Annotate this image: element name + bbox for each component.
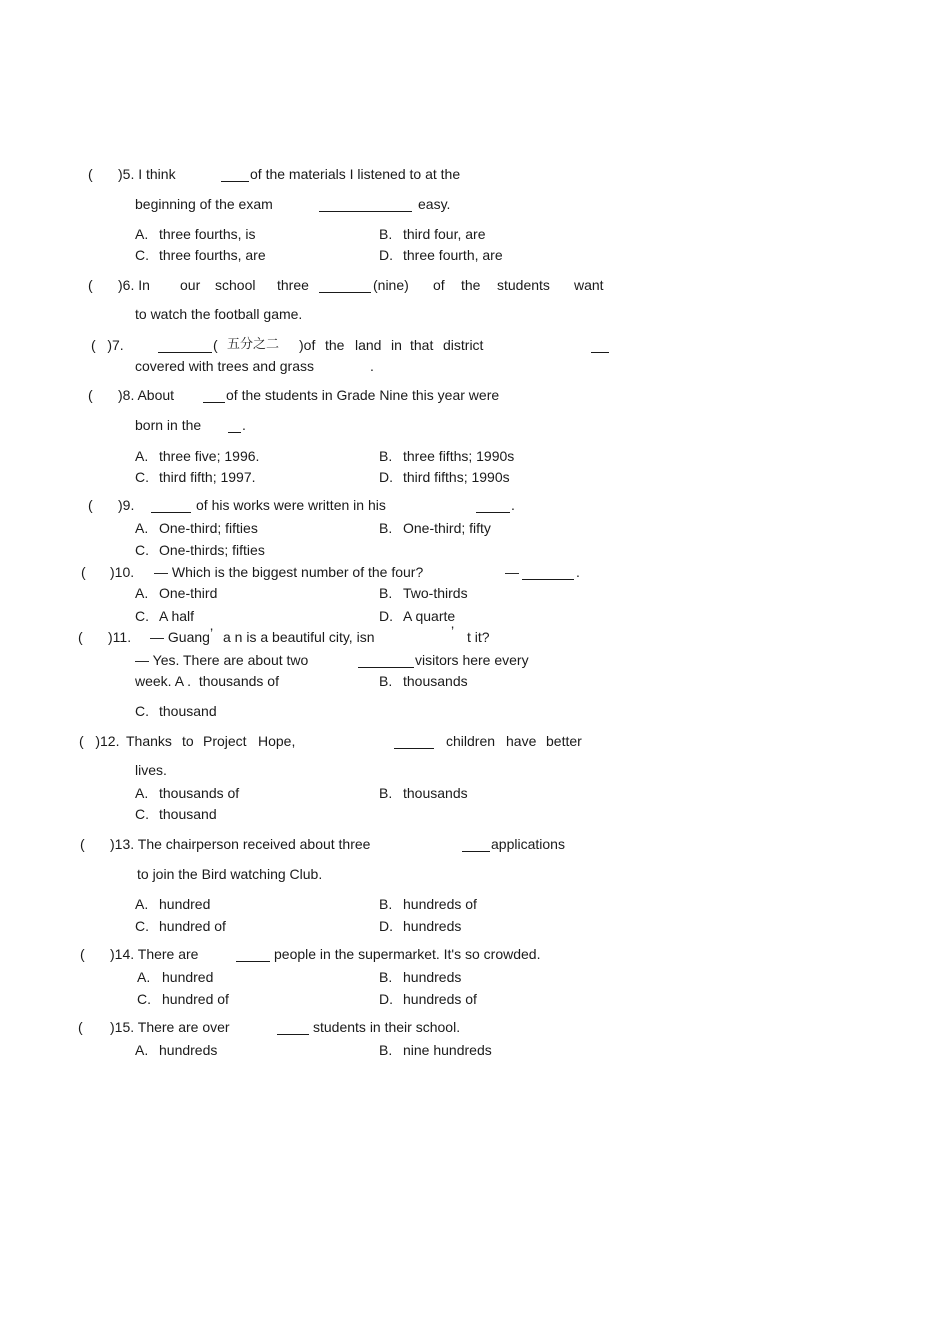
question-word: in (391, 337, 402, 353)
option-text[interactable]: One-thirds; fifties (159, 542, 265, 558)
apostrophe: ’ (210, 625, 214, 641)
question-stem: a n is a beautiful city, isn (223, 629, 375, 645)
answer-dash: — (505, 564, 519, 580)
answer-paren: ( (78, 1019, 83, 1035)
question-stem: people in the supermarket. It's so crowded. (274, 946, 541, 962)
answer-blank[interactable] (277, 1021, 309, 1035)
question-word: students (497, 277, 550, 293)
option-text[interactable]: three fifths; 1990s (403, 448, 515, 464)
answer-paren: ( (80, 946, 85, 962)
option-text[interactable]: hundred (159, 896, 211, 912)
question-word: better (546, 733, 582, 749)
option-letter: A. (135, 896, 149, 912)
question-stem: of the students in Grade Nine this year were (226, 387, 500, 403)
question-stem: . (242, 417, 246, 433)
option-text[interactable]: hundreds (159, 1042, 218, 1058)
option-letter: A. (135, 520, 149, 536)
question-word: that (410, 337, 434, 353)
option-letter: D. (379, 469, 393, 485)
option-letter: B. (379, 226, 393, 242)
question-stem: born in the (135, 417, 202, 433)
answer-blank[interactable] (221, 168, 249, 182)
option-text[interactable]: One-third (159, 585, 218, 601)
question-number: )14. There are (110, 946, 199, 962)
option-text[interactable]: hundreds (403, 969, 462, 985)
option-text[interactable]: thousand (159, 703, 217, 719)
question-stem: t it? (467, 629, 490, 645)
question-stem: week. A . thousands of (135, 673, 279, 689)
option-letter: B. (379, 520, 393, 536)
option-letter: C. (135, 469, 149, 485)
question-word: to (182, 733, 194, 749)
question-word: Project (203, 733, 247, 749)
answer-paren: ( (88, 166, 93, 182)
question-word: district (443, 337, 484, 353)
question-word: want (574, 277, 604, 293)
option-text[interactable]: hundred (162, 969, 214, 985)
question-stem: . (511, 497, 515, 513)
option-letter: B. (379, 585, 393, 601)
option-letter: A. (135, 585, 149, 601)
option-text[interactable]: A quarte (403, 608, 456, 624)
option-letter: B. (379, 896, 393, 912)
option-letter: C. (135, 703, 149, 719)
word-hint: ( (213, 337, 218, 353)
answer-blank[interactable] (476, 499, 510, 513)
option-letter: C. (135, 542, 149, 558)
answer-blank[interactable] (319, 198, 412, 212)
question-stem: covered with trees and grass (135, 358, 314, 374)
question-word: of (433, 277, 445, 293)
apostrophe: ’ (451, 623, 455, 639)
question-number: )9. (118, 497, 135, 513)
option-letter: C. (135, 608, 149, 624)
question-stem: to join the Bird watching Club. (137, 866, 323, 882)
option-letter: B. (379, 1042, 393, 1058)
question-number: )11. (108, 629, 132, 645)
option-text[interactable]: three fourth, are (403, 247, 503, 263)
word-hint-chinese: 五分之二 (227, 337, 280, 352)
option-text[interactable]: Two-thirds (403, 585, 468, 601)
question-word: school (215, 277, 256, 293)
answer-blank[interactable] (236, 948, 270, 962)
question-stem: of his works were written in his (196, 497, 386, 513)
question-stem: . (370, 358, 374, 374)
answer-blank[interactable] (319, 279, 371, 293)
answer-blank[interactable] (462, 838, 490, 852)
option-letter: A. (135, 785, 149, 801)
question-stem: — Which is the biggest number of the four? (154, 564, 424, 580)
option-letter: D. (379, 247, 393, 263)
option-text[interactable]: hundreds of (403, 991, 477, 1007)
option-text[interactable]: One-third; fifties (159, 520, 258, 536)
option-text[interactable]: third fifth; 1997. (159, 469, 256, 485)
option-text[interactable]: three fourths, are (159, 247, 266, 263)
option-letter: C. (135, 247, 149, 263)
question-word: our (180, 277, 201, 293)
answer-blank[interactable] (151, 499, 191, 513)
answer-blank[interactable] (228, 419, 241, 433)
option-text[interactable]: thousands (403, 673, 468, 689)
answer-blank[interactable] (522, 566, 574, 580)
option-text[interactable]: thousands (403, 785, 468, 801)
question-number: )15. There are over (110, 1019, 230, 1035)
option-text[interactable]: hundred of (159, 918, 226, 934)
option-text[interactable]: hundred of (162, 991, 229, 1007)
question-word: children (446, 733, 496, 749)
question-word: Thanks (126, 733, 172, 749)
question-word: have (506, 733, 537, 749)
option-letter: A. (137, 969, 151, 985)
word-hint: (nine) (373, 277, 409, 293)
question-stem: easy. (418, 196, 451, 212)
option-text[interactable]: nine hundreds (403, 1042, 492, 1058)
option-text[interactable]: thousand (159, 806, 217, 822)
option-letter: C. (135, 806, 149, 822)
question-number: )6. In (118, 277, 150, 293)
option-letter: A. (135, 226, 149, 242)
question-stem: applications (491, 836, 565, 852)
question-stem: of the materials I listened to at the (250, 166, 461, 182)
question-number: ( )12. (79, 733, 120, 749)
option-letter: D. (379, 991, 393, 1007)
option-letter: D. (379, 918, 393, 934)
question-stem: to watch the football game. (135, 306, 303, 322)
option-text[interactable]: three fourths, is (159, 226, 256, 242)
option-text[interactable]: A half (159, 608, 195, 624)
question-number: ( )7. (91, 337, 124, 353)
question-word: land (355, 337, 382, 353)
question-stem: — Yes. There are about two (135, 652, 309, 668)
answer-blank[interactable] (591, 339, 609, 353)
answer-paren: ( (80, 836, 85, 852)
option-letter: A. (135, 448, 149, 464)
question-word: three (277, 277, 309, 293)
question-stem: students in their school. (313, 1019, 461, 1035)
option-text[interactable]: three five; 1996. (159, 448, 260, 464)
option-letter: B. (379, 969, 393, 985)
option-text[interactable]: third four, are (403, 226, 486, 242)
question-number: )5. I think (118, 166, 176, 182)
option-text[interactable]: hundreds of (403, 896, 477, 912)
option-letter: B. (379, 673, 393, 689)
option-text[interactable]: third fifths; 1990s (403, 469, 510, 485)
answer-blank[interactable] (358, 654, 414, 668)
option-letter: C. (135, 918, 149, 934)
option-text[interactable]: One-third; fifty (403, 520, 491, 536)
answer-blank[interactable] (203, 389, 225, 403)
question-word: Hope, (258, 733, 296, 749)
question-stem: beginning of the exam (135, 196, 273, 212)
answer-paren: ( (88, 497, 93, 513)
question-stem: visitors here every (415, 652, 529, 668)
option-letter: A. (135, 1042, 149, 1058)
option-letter: B. (379, 785, 393, 801)
question-stem: lives. (135, 762, 167, 778)
question-stem: — Guang (150, 629, 210, 645)
answer-paren: ( (78, 629, 83, 645)
question-number: )13. The chairperson received about three (110, 836, 371, 852)
question-word: the (325, 337, 345, 353)
answer-blank[interactable] (158, 339, 212, 353)
word-hint: )of (299, 337, 316, 353)
question-word: the (461, 277, 481, 293)
option-text[interactable]: hundreds (403, 918, 462, 934)
option-text[interactable]: thousands of (159, 785, 240, 801)
answer-paren: ( (88, 387, 93, 403)
question-number: )8. About (118, 387, 175, 403)
option-letter: C. (137, 991, 151, 1007)
option-letter: D. (379, 608, 393, 624)
answer-paren: ( (88, 277, 93, 293)
question-number: )10. (110, 564, 135, 580)
option-letter: B. (379, 448, 393, 464)
answer-blank[interactable] (394, 735, 434, 749)
question-stem: . (576, 564, 580, 580)
answer-paren: ( (81, 564, 86, 580)
